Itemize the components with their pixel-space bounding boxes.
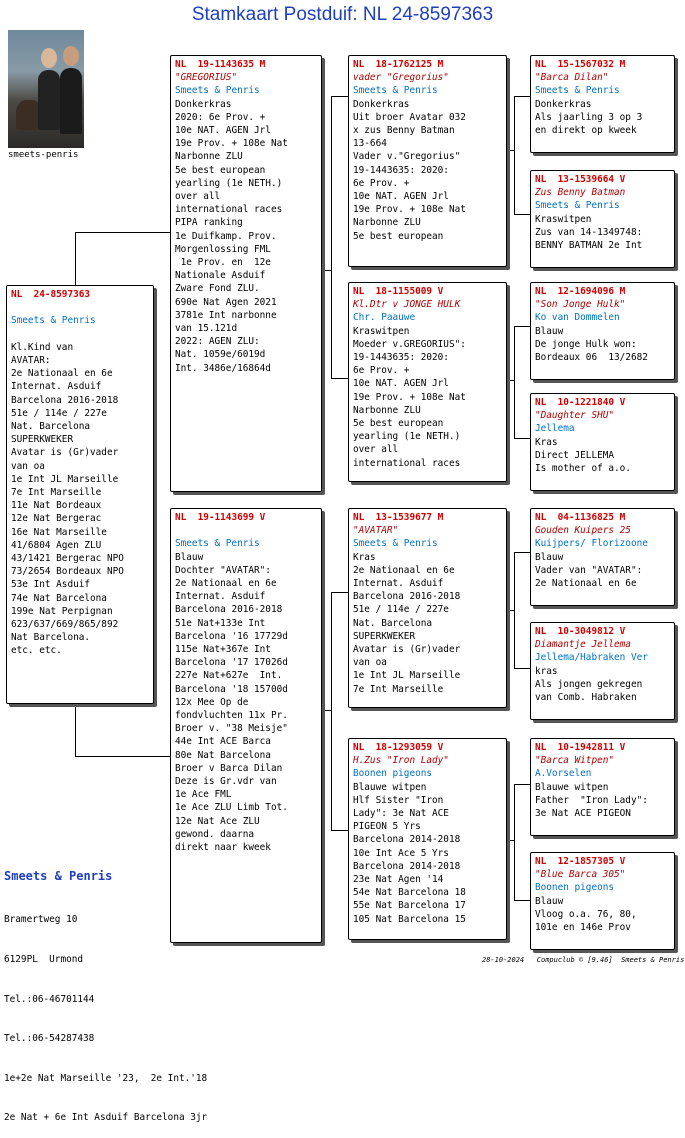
info-line: x zus Benny Batman bbox=[353, 125, 455, 137]
info-line: international races bbox=[175, 204, 283, 216]
spacer bbox=[11, 301, 149, 314]
info-line: 623/637/669/865/892 bbox=[11, 619, 119, 631]
mother-card[interactable] bbox=[170, 508, 322, 943]
connector-line bbox=[331, 830, 349, 831]
info-line: Donkerkras bbox=[175, 98, 232, 110]
info-line: 2e Nationaal en 6e bbox=[353, 564, 455, 576]
info-line: etc. etc. bbox=[11, 645, 62, 657]
info-line: Zware Fond ZLU. bbox=[175, 283, 260, 295]
mm-dam-card[interactable] bbox=[530, 852, 675, 950]
info-line: Nat. Barcelona bbox=[353, 617, 433, 629]
owner-name: Smeets & Penris bbox=[11, 315, 96, 327]
pigeon-name: Kl.Dtr v JONGE HULK bbox=[353, 299, 461, 311]
owner-name: Boonen pigeons bbox=[535, 882, 615, 894]
print-info: 28-10-2024 Compuclub © [9.46] Smeets & Penris bbox=[482, 956, 685, 964]
info-line: Blauwe witpen bbox=[535, 781, 609, 793]
info-line: Barcelona 2014-2018 bbox=[353, 860, 461, 872]
info-line: 10e NAT. AGEN Jrl bbox=[175, 125, 271, 137]
connector-line bbox=[514, 438, 530, 439]
info-line: Barcelona '16 17729d bbox=[175, 630, 288, 642]
ring-number: NL 13-1539677 M bbox=[353, 512, 444, 523]
connector-line bbox=[331, 96, 349, 97]
info-line: Barcelona 2014-2018 bbox=[353, 834, 461, 846]
info-line: Direct JELLEMA bbox=[535, 449, 615, 461]
owner-name: Smeets & Penris bbox=[535, 200, 620, 212]
spacer bbox=[175, 524, 317, 537]
info-line: over all bbox=[175, 191, 221, 203]
ring-number: NL 10-3049812 V bbox=[535, 626, 626, 637]
connector-line bbox=[75, 232, 76, 286]
fm-sire-card[interactable] bbox=[530, 282, 675, 380]
pigeon-name: "Blue Barca 305" bbox=[535, 869, 626, 881]
ring-number: NL 19-1143635 M bbox=[175, 59, 266, 70]
connector-line bbox=[331, 378, 349, 379]
pigeon-name: vader "Gregorius" bbox=[353, 72, 449, 84]
connector-line bbox=[331, 592, 332, 830]
ring-number: NL 13-1539664 V bbox=[535, 174, 626, 185]
info-line: yearling (1e NETH.) bbox=[353, 431, 461, 443]
info-line: Morgenlossing FML bbox=[175, 243, 271, 255]
info-line: 51e / 114e / 227e bbox=[11, 407, 107, 419]
info-line: 227e Nat+627e Int. bbox=[175, 670, 283, 682]
info-line: Vloog o.a. 76, 80, bbox=[535, 908, 637, 920]
ff-sire-card[interactable] bbox=[530, 55, 675, 153]
info-line: Barcelona '17 17026d bbox=[175, 657, 288, 669]
info-line: Kraswitpen bbox=[535, 213, 592, 225]
info-line: 19e Prov. + 108e Nat bbox=[353, 204, 466, 216]
ring-number: NL 19-1143699 V bbox=[175, 512, 266, 523]
info-line: 10e Int Ace 5 Yrs bbox=[353, 847, 449, 859]
info-line: Broer v Barca Dilan bbox=[175, 762, 283, 774]
connector-line bbox=[75, 756, 171, 757]
dam-of-father-card[interactable] bbox=[348, 282, 507, 482]
connector-line bbox=[514, 96, 515, 214]
info-line: Blauwe witpen bbox=[353, 781, 427, 793]
info-line: 44e Int ACE Barca bbox=[175, 736, 271, 748]
info-line: Internat. Asduif bbox=[175, 591, 266, 603]
owner-name: A.Vorselen bbox=[535, 768, 592, 780]
info-line: 6e Prov. + bbox=[353, 365, 410, 377]
owner-name: Boonen pigeons bbox=[353, 768, 433, 780]
sire-of-mother-card[interactable] bbox=[348, 508, 507, 708]
info-line: van 15.121d bbox=[175, 323, 238, 335]
info-line: 12e Nat Bergerac bbox=[11, 513, 102, 525]
pigeon-name: Zus Benny Batman bbox=[535, 187, 626, 199]
info-line: 2020: 6e Prov. + bbox=[175, 111, 266, 123]
info-line: 73/2654 Bordeaux NPO bbox=[11, 566, 124, 578]
info-line: Donkerkras bbox=[535, 98, 592, 110]
info-line: AVATAR: bbox=[11, 354, 51, 366]
pigeon-name: "Barca Witpen" bbox=[535, 755, 615, 767]
info-line: 1e Int JL Marseille bbox=[353, 670, 461, 682]
info-line: Blauw bbox=[535, 895, 564, 907]
info-line: SUPERKWEKER bbox=[11, 434, 74, 446]
info-line: 5e best european bbox=[353, 418, 444, 430]
footer-line: Tel.:06-46701144 bbox=[4, 993, 95, 1005]
dam-of-mother-card[interactable] bbox=[348, 738, 507, 940]
ring-number: NL 10-1221840 V bbox=[535, 397, 626, 408]
info-line: 2e Nationaal en 6e bbox=[175, 578, 277, 589]
footer-line: 2e Nat + 6e Int Asduif Barcelona 3jr bbox=[4, 1112, 208, 1124]
owner-name: Smeets & Penris bbox=[175, 538, 260, 550]
sire-of-father-card[interactable] bbox=[348, 55, 507, 267]
info-line: Kras bbox=[535, 436, 558, 448]
ff-dam-card[interactable] bbox=[530, 170, 675, 268]
owner-name: Chr. Paauwe bbox=[353, 312, 416, 324]
info-line: 199e Nat Perpignan bbox=[11, 605, 113, 617]
info-line: PIGEON 5 Yrs bbox=[353, 821, 421, 833]
owner-name: Smeets & Penris bbox=[353, 538, 438, 550]
info-line: 1e Duifkamp. Prov. bbox=[175, 230, 277, 242]
info-line: 1e Int JL Marseille bbox=[11, 473, 119, 485]
info-line: kras bbox=[535, 665, 558, 677]
info-line: 1e Ace ZLU Limb Tot. bbox=[175, 802, 288, 814]
info-line: BENNY BATMAN 2e Int bbox=[535, 240, 643, 252]
ring-number: NL 10-1942811 V bbox=[535, 742, 626, 753]
info-line: van oa bbox=[11, 460, 45, 472]
info-line: 2022: AGEN ZLU: bbox=[175, 336, 260, 348]
info-line: Narbonne ZLU bbox=[353, 404, 421, 416]
ring-number: NL 18-1293059 V bbox=[353, 742, 444, 753]
info-line: 19e Prov. + 108e Nat bbox=[353, 391, 466, 403]
info-line: over all bbox=[353, 444, 399, 456]
info-line: 690e Nat Agen 2021 bbox=[175, 296, 277, 308]
owner-name: Ko van Dommelen bbox=[535, 312, 620, 324]
info-line: SUPERKWEKER bbox=[353, 630, 416, 642]
info-line: Vader van "AVATAR": bbox=[535, 564, 643, 576]
footer-line: Bramertweg 10 bbox=[4, 914, 78, 926]
connector-line bbox=[75, 232, 171, 233]
info-line: Barcelona '18 15700d bbox=[175, 683, 288, 695]
connector-line bbox=[514, 784, 530, 785]
info-line: Uit broer Avatar 032 bbox=[353, 111, 466, 123]
info-line: fondvluchten 11x Pr. bbox=[175, 710, 288, 722]
photo-caption: smeets-penris bbox=[8, 150, 79, 160]
info-line: 55e Nat Barcelona 17 bbox=[353, 900, 466, 912]
ring-number: NL 15-1567032 M bbox=[535, 59, 626, 70]
ring-number: NL 18-1155009 V bbox=[353, 286, 444, 297]
info-line: 1e Ace FML bbox=[175, 789, 232, 801]
info-line: 51e / 114e / 227e bbox=[353, 604, 449, 616]
info-line: 19e Prov. + 108e Nat bbox=[175, 138, 288, 150]
info-line: 5e best european bbox=[353, 230, 444, 242]
info-line: international races bbox=[353, 457, 461, 469]
pigeon-name: "GREGORIUS" bbox=[175, 72, 238, 84]
info-line: 7e Int Marseille bbox=[353, 683, 444, 695]
pigeon-name: "Barca Dilan" bbox=[535, 72, 609, 84]
connector-line bbox=[514, 900, 530, 901]
info-line: Nat. Barcelona bbox=[11, 421, 91, 432]
info-line: 1e Prov. en 12e bbox=[175, 257, 271, 269]
info-line: Is mother of a.o. bbox=[535, 463, 631, 475]
info-line: Internat. Asduif bbox=[11, 381, 102, 393]
info-line: 5e best european bbox=[175, 164, 266, 176]
info-line: en direkt op kweek bbox=[535, 125, 637, 137]
info-line: Hlf Sister "Iron bbox=[353, 794, 444, 806]
info-line: Avatar is (Gr)vader bbox=[11, 447, 119, 459]
info-line: Zus van 14-1349748: bbox=[535, 226, 643, 238]
info-line: Father "Iron Lady": bbox=[535, 794, 648, 806]
info-line: Blauw bbox=[535, 325, 564, 337]
info-line: 3781e Int narbonne bbox=[175, 309, 277, 321]
info-line: PIPA ranking bbox=[175, 217, 243, 229]
ring-number: NL 18-1762125 M bbox=[353, 59, 444, 70]
breeder-name: Smeets & Penris bbox=[4, 869, 113, 883]
info-line: Lady": 3e Nat ACE bbox=[353, 808, 449, 820]
pigeon-name: Gouden Kuipers 25 bbox=[535, 525, 631, 537]
info-line: 6e Prov. + bbox=[353, 177, 410, 189]
info-line: 10e NAT. AGEN Jrl bbox=[353, 191, 449, 203]
info-line: Dochter "AVATAR": bbox=[175, 564, 271, 576]
info-line: 54e Nat Barcelona 18 bbox=[353, 887, 466, 899]
info-line: Int. 3486e/16864d bbox=[175, 362, 271, 374]
mf-sire-card[interactable] bbox=[530, 508, 675, 606]
connector-line bbox=[331, 96, 332, 378]
footer-line: 1e+2e Nat Marseille '23, 2e Int.'18 bbox=[4, 1072, 208, 1084]
ring-number: NL 04-1136825 M bbox=[535, 512, 626, 523]
mf-dam-card[interactable] bbox=[530, 622, 675, 720]
info-line: Broer v. "38 Meisje" bbox=[175, 723, 288, 735]
info-line: 19-1443635: 2020: bbox=[353, 352, 449, 364]
info-line: Blauw bbox=[175, 551, 204, 563]
breeder-details bbox=[4, 887, 207, 1138]
footer-line: Tel.:06-54287438 bbox=[4, 1033, 95, 1045]
info-line: 80e Nat Barcelona bbox=[175, 749, 271, 761]
info-line: 3e Nat ACE PIGEON bbox=[535, 808, 631, 820]
connector-line bbox=[514, 784, 515, 900]
info-line: van Comb. Habraken bbox=[535, 692, 637, 704]
ring-number: NL 12-1694096 M bbox=[535, 286, 626, 297]
info-line: direkt naar kweek bbox=[175, 842, 271, 854]
owner-name: Smeets & Penris bbox=[175, 85, 260, 97]
info-line: 12e Nat Ace ZLU bbox=[175, 815, 260, 827]
connector-line bbox=[514, 96, 530, 97]
owner-name: Jellema bbox=[535, 423, 575, 435]
pigeon-name: "Son Jonge Hulk" bbox=[535, 299, 626, 311]
owner-name: Smeets & Penris bbox=[535, 85, 620, 97]
info-line: Internat. Asduif bbox=[353, 578, 444, 590]
info-line: Nat. 1059e/6019d bbox=[175, 349, 266, 361]
info-line: Narbonne ZLU bbox=[353, 217, 421, 229]
info-line: 10e NAT. AGEN Jrl bbox=[353, 378, 449, 390]
footer-line: 6129PL Urmond bbox=[4, 954, 84, 966]
info-line: Als jongen gekregen bbox=[535, 678, 643, 690]
connector-line bbox=[514, 552, 530, 553]
info-line: Bordeaux 06 13/2682 bbox=[535, 352, 648, 364]
info-line: Als jaarling 3 op 3 bbox=[535, 111, 643, 123]
info-line: van oa bbox=[353, 657, 387, 669]
info-line: Vader v."Gregorius" bbox=[353, 151, 461, 163]
connector-line bbox=[514, 668, 530, 669]
info-line: 105 Nat Barcelona 15 bbox=[353, 913, 466, 925]
connector-line bbox=[331, 592, 349, 593]
subject-card[interactable] bbox=[6, 285, 154, 704]
info-line: Kraswitpen bbox=[353, 325, 410, 337]
ring-number: NL 24-8597363 bbox=[11, 289, 91, 300]
owner-name: Kuijpers/ Florizoone bbox=[535, 538, 648, 550]
info-line: 16e Nat Marseille bbox=[11, 526, 107, 538]
fm-dam-card[interactable] bbox=[530, 393, 675, 491]
owner-name: Smeets & Penris bbox=[353, 85, 438, 97]
connector-line bbox=[514, 214, 530, 215]
pigeon-name: "Daughter SHU" bbox=[535, 410, 615, 422]
info-line: Barcelona 2016-2018 bbox=[353, 591, 461, 603]
connector-line bbox=[514, 552, 515, 668]
info-line: 11e Nat Bordeaux bbox=[11, 500, 102, 512]
connector-line bbox=[75, 704, 76, 756]
info-line: 74e Nat Barcelona bbox=[11, 592, 107, 604]
info-line: 13-664 bbox=[353, 138, 387, 150]
info-line: Blauw bbox=[535, 551, 564, 563]
info-line: Kl.Kind van bbox=[11, 341, 74, 353]
info-line: 41/6804 Agen ZLU bbox=[11, 539, 102, 551]
page-title: Stamkaart Postduif: NL 24-8597363 bbox=[191, 4, 494, 25]
info-line: Kras bbox=[353, 551, 376, 563]
info-line: 19-1443635: 2020: bbox=[353, 164, 449, 176]
owners-photo bbox=[8, 30, 84, 148]
pigeon-name: H.Zus "Iron Lady" bbox=[353, 755, 449, 767]
info-line: 53e Int Asduif bbox=[11, 579, 91, 591]
info-line: De jonge Hulk won: bbox=[535, 338, 637, 350]
info-line: Deze is Gr.vdr van bbox=[175, 776, 277, 788]
connector-line bbox=[514, 326, 530, 327]
info-line: Barcelona 2016-2018 bbox=[175, 604, 283, 616]
info-line: 115e Nat+367e Int bbox=[175, 644, 271, 656]
info-line: Nationale Asduif bbox=[175, 270, 266, 282]
info-line: Donkerkras bbox=[353, 98, 410, 110]
info-line: 101e en 146e Prov bbox=[535, 922, 631, 934]
pigeon-name: "AVATAR" bbox=[353, 525, 399, 537]
owner-name: Jellema/Habraken Ver bbox=[535, 652, 648, 664]
info-line: 43/1421 Bergerac NPO bbox=[11, 553, 124, 565]
info-line: 51e Nat+133e Int bbox=[175, 617, 266, 629]
info-line: Nat Barcelona. bbox=[11, 632, 91, 644]
info-line: 2e Nationaal en 6e bbox=[535, 578, 637, 590]
spacer bbox=[11, 328, 149, 341]
info-line: gewond. daarna bbox=[175, 828, 255, 840]
info-line: Narbonne ZLU bbox=[175, 151, 243, 163]
info-line: Moeder v.GREGORIUS": bbox=[353, 338, 466, 350]
info-line: Avatar is (Gr)vader bbox=[353, 644, 461, 656]
info-line: 7e Int Marseille bbox=[11, 487, 102, 499]
ring-number: NL 12-1857305 V bbox=[535, 856, 626, 867]
pigeon-name: Diamantje Jellema bbox=[535, 639, 631, 651]
mm-sire-card[interactable] bbox=[530, 738, 675, 836]
father-card[interactable] bbox=[170, 55, 322, 492]
info-line: 12x Mee Op de bbox=[175, 696, 249, 708]
connector-line bbox=[514, 326, 515, 438]
info-line: yearling (1e NETH.) bbox=[175, 177, 283, 189]
info-line: Barcelona 2016-2018 bbox=[11, 394, 119, 406]
info-line: 23e Nat Agen '14 bbox=[353, 874, 444, 886]
info-line: 2e Nationaal en 6e bbox=[11, 368, 113, 380]
